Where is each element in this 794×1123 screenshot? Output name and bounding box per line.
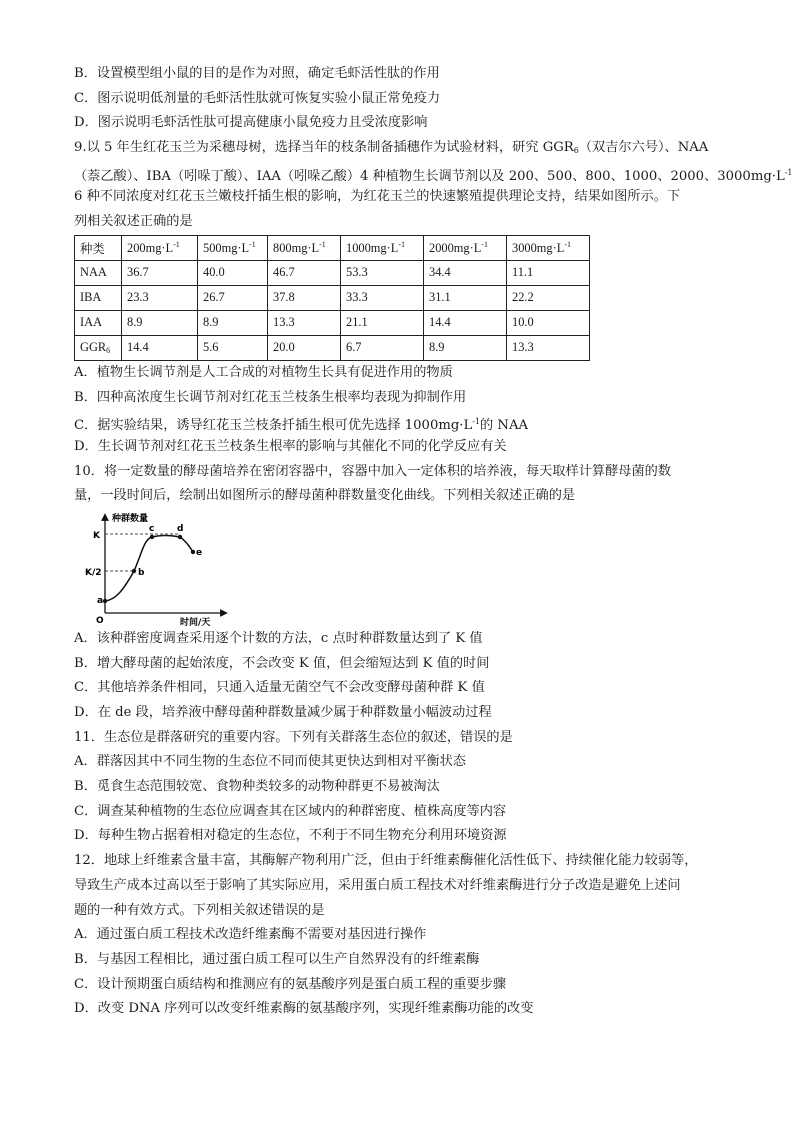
table-cell: 6.7 — [341, 335, 424, 360]
y-axis-label: 种群数量 — [112, 513, 149, 524]
table-row-label: $GGR_6$ — [75, 335, 122, 360]
table-header-cell: $500mg\cdot L^{-1}$ — [198, 235, 268, 260]
tick-label-half-k: K/2 — [85, 567, 102, 578]
q8-option-d: D．图示说明毛虾活性肽可提高健康小鼠免疫力且受浓度影响 — [74, 115, 428, 131]
table-cell: 13.3 — [507, 335, 590, 360]
table-row — [75, 260, 590, 285]
q9-stem-line-4: 列相关叙述正确的是 — [74, 214, 193, 230]
q12-option-c: C．设计预期蛋白质结构和推测应有的氨基酸序列是蛋白质工程的重要步骤 — [74, 976, 507, 992]
table-cell: 8.9 — [198, 310, 268, 335]
table-cell: 22.2 — [507, 285, 590, 310]
table-cell: 46.7 — [268, 260, 341, 285]
table-cell: 26.7 — [198, 285, 268, 310]
table-cell: 31.1 — [424, 285, 507, 310]
table-row — [75, 285, 590, 310]
table-row-label: NAA — [75, 260, 122, 285]
q9-option-c: C．据实验结果，诱导红花玉兰枝条扦插生根可优先选择 $1000mg\cdot L^{-1}$的 NAA — [74, 417, 529, 434]
table-cell: 14.4 — [424, 310, 507, 335]
question-12 — [74, 849, 724, 1022]
rooting-rate-table — [74, 235, 590, 361]
point-a-label: a — [97, 595, 104, 606]
q12-stem-line-3: 题的一种有效方式。下列相关叙述错误的是 — [74, 902, 325, 918]
q12-stem-line-2: 导致生产成本过高以至于影响了其实际应用，采用蛋白质工程技术对纤维素酶进行分子改造是避免上述问 — [74, 877, 681, 893]
table-cell: 8.9 — [424, 335, 507, 360]
q8-option-c: C．图示说明低剂量的毛虾活性肽就可恢复实验小鼠正常免疫力 — [74, 90, 441, 106]
q9-option-b: B．四种高浓度生长调节剂对红花玉兰枝条生根率均表现为抑制作用 — [74, 389, 467, 405]
q9-option-a: A．植物生长调节剂是人工合成的对植物生长具有促进作用的物质 — [74, 364, 453, 380]
table-cell: 40.0 — [198, 260, 268, 285]
q11-stem: 11．生态位是群落研究的重要内容。下列有关群落生态位的叙述，错误的是 — [74, 729, 513, 745]
q9-stem-line-2: （萘乙酸）、IBA（吲哚丁酸）、IAA（吲哚乙酸）4 种植物生长调节剂以及 200、500、800、1000、2000、$3000mg\cdot L^{-1}$ — [74, 167, 793, 184]
q8-options — [74, 62, 724, 136]
q9-option-d: D．生长调节剂对红花玉兰枝条生根率的影响与其催化不同的化学反应有关 — [74, 438, 507, 454]
table-cell: 20.0 — [268, 335, 341, 360]
point-c — [150, 535, 154, 539]
graph-svg — [84, 509, 234, 627]
q12-option-b: B．与基因工程相比，通过蛋白质工程可以生产自然界没有的纤维素酶 — [74, 951, 480, 967]
table-header-cell: $1000mg\cdot L^{-1}$ — [341, 235, 424, 260]
q11-option-c: C．调查某种植物的生态位应调查其在区域内的种群密度、植株高度等内容 — [74, 803, 507, 819]
table-row — [75, 310, 590, 335]
origin-label: O — [96, 615, 104, 626]
question-10 — [74, 460, 724, 726]
q12-option-d: D．改变 DNA 序列可以改变纤维素酶的氨基酸序列，实现纤维素酶功能的改变 — [74, 1001, 534, 1017]
table-cell: 10.0 — [507, 310, 590, 335]
q10-stem-line-2: 量，一段时间后，绘制出如图所示的酵母菌种群数量变化曲线。下列相关叙述正确的是 — [74, 488, 576, 504]
point-d-label: d — [177, 523, 184, 534]
table-header-cell: 种类 — [75, 235, 122, 260]
q10-stem-line-1: 10．将一定数量的酵母菌培养在密闭容器中，容器中加入一定体积的培养液，每天取样计算酵母菌的数 — [74, 463, 672, 479]
table-cell: 36.7 — [122, 260, 198, 285]
table-header-cell: $2000mg\cdot L^{-1}$ — [424, 235, 507, 260]
table-cell: 23.3 — [122, 285, 198, 310]
point-d — [178, 535, 182, 539]
table-row — [75, 335, 590, 360]
point-b-label: b — [138, 567, 145, 578]
q9-stem-line-1: 9.以 5 年生红花玉兰为采穗母树，选择当年的枝条制备插穗作为试验材料，研究 $GGR_6$（双吉尔六号）、NAA — [74, 140, 709, 156]
point-e-label: e — [196, 547, 203, 558]
q12-option-a: A．通过蛋白质工程技术改造纤维素酶不需要对基因进行操作 — [74, 927, 427, 943]
q11-option-d: D．每种生物占据着相对稳定的生态位，不利于不同生物充分利用环境资源 — [74, 828, 507, 844]
question-9 — [74, 136, 793, 460]
table-cell: 8.9 — [122, 310, 198, 335]
table-cell: 11.1 — [507, 260, 590, 285]
table-header-row — [75, 235, 590, 260]
point-b — [132, 569, 136, 573]
table-cell: 34.4 — [424, 260, 507, 285]
table-cell: 14.4 — [122, 335, 198, 360]
q11-option-b: B．觅食生态范围较宽、食物种类较多的动物种群更不易被淘汰 — [74, 779, 440, 795]
table-row-label: IAA — [75, 310, 122, 335]
population-growth-graph — [84, 509, 724, 627]
growth-curve — [105, 535, 193, 601]
tick-label-k: K — [93, 530, 100, 541]
table-header-cell: $800mg\cdot L^{-1}$ — [268, 235, 341, 260]
table-cell: 13.3 — [268, 310, 341, 335]
table-header-cell: $3000mg\cdot L^{-1}$ — [507, 235, 590, 260]
q10-option-b: B．增大酵母菌的起始浓度，不会改变 K 值，但会缩短达到 K 值的时间 — [74, 655, 490, 671]
q10-option-a: A．该种群密度调查采用逐个计数的方法，c 点时种群数量达到了 K 值 — [74, 630, 483, 646]
table-cell: 5.6 — [198, 335, 268, 360]
exam-page — [74, 62, 793, 1022]
q10-option-c: C．其他培养条件相同，只通入适量无菌空气不会改变酵母菌种群 K 值 — [74, 680, 485, 696]
table-cell: 53.3 — [341, 260, 424, 285]
table-header-cell: $200mg\cdot L^{-1}$ — [122, 235, 198, 260]
table-cell: 33.3 — [341, 285, 424, 310]
table-cell: 21.1 — [341, 310, 424, 335]
question-11 — [74, 726, 724, 849]
q9-stem-line-3: 6 种不同浓度对红花玉兰嫩枝扦插生根的影响，为红花玉兰的快速繁殖提供理论支持，结果如图所示。下 — [74, 189, 681, 205]
point-e — [191, 550, 195, 554]
x-axis-label: 时间/天 — [180, 617, 211, 628]
q10-option-d: D．在 de 段，培养液中酵母菌种群数量减少属于种群数量小幅波动过程 — [74, 705, 492, 720]
table-row-label: IBA — [75, 285, 122, 310]
q8-option-b: B．设置模型组小鼠的目的是作为对照，确定毛虾活性肽的作用 — [74, 66, 440, 81]
table-cell: 37.8 — [268, 285, 341, 310]
point-a — [103, 599, 107, 603]
point-c-label: c — [149, 523, 155, 534]
q12-stem-line-1: 12．地球上纤维素含量丰富，其酶解产物利用广泛，但由于纤维素酶催化活性低下、持续催化能力较弱等， — [74, 853, 698, 869]
q11-option-a: A．群落因其中不同生物的生态位不同而使其更快达到相对平衡状态 — [74, 754, 466, 770]
